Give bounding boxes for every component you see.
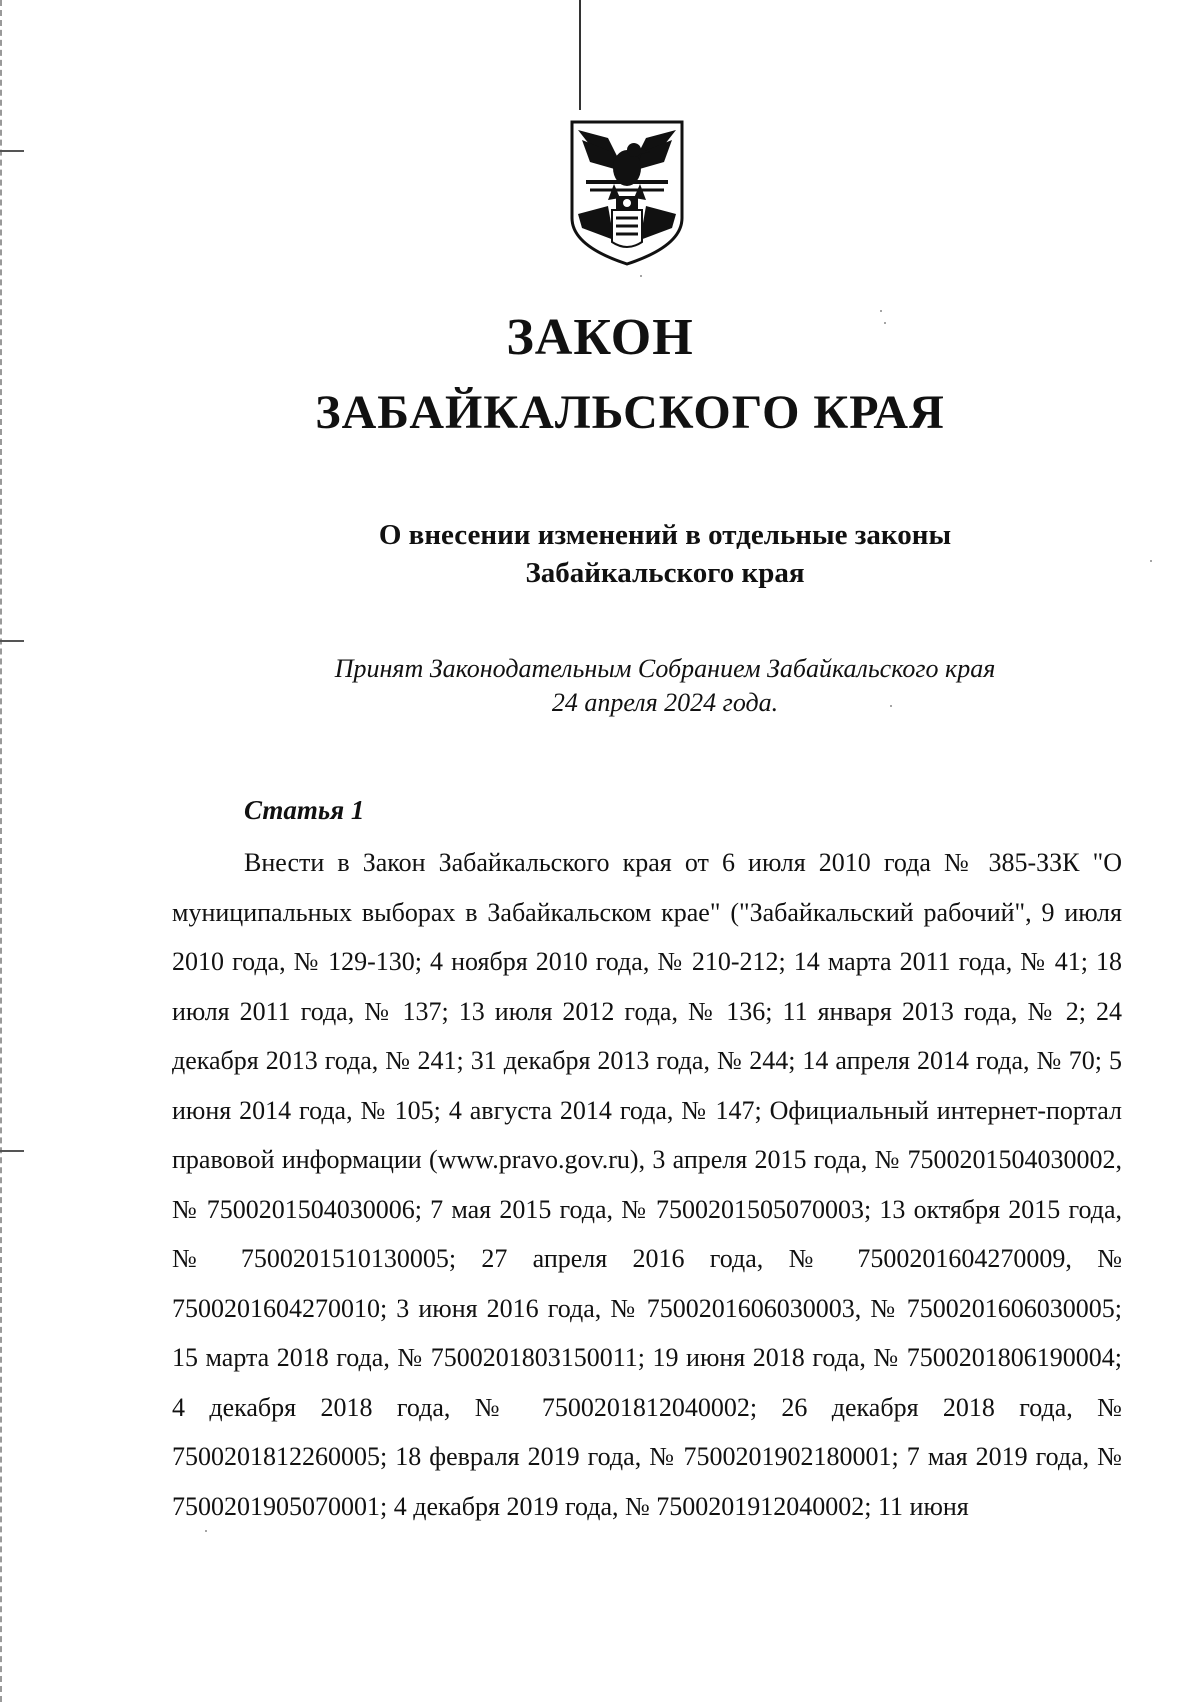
adoption-note-line: Принят Законодательным Собранием Забайкальского края [334,654,996,683]
adoption-note [0,652,1200,720]
article-heading: Статья 1 [244,795,365,825]
adoption-date: 24 апреля 2024 года. [551,688,779,717]
scan-speck [880,310,882,312]
scan-tick [0,640,24,642]
article-body-text: Внести в Закон Забайкальского края от 6 июля 2010 года № 385-ЗЗК "О муниципальных выборах в Забайкальском крае" ("Забайкальский рабочий", 9 июля 2010 года, № 129-130; 4 ноября 2010 года, № 210-212; 14 марта 2011 года, № 41; 18 июля 2011 года, № 137; 13 июля 2012 года, № 136; 11 января 2013 года, № 2; 24 декабря 2013 года, № 241; 31 декабря 2013 года, № 244; 14 апреля 2014 года, № 70; 5 июня 2014 года, № 105; 4 августа 2014 года, № 147; Официальный интернет-портал правовой информации (www.pravo.gov.ru), 3 апреля 2015 года, № 7500201504030002, № 7500201504030006; 7 мая 2015 года, № 7500201505070003; 13 октября 2015 года, № 7500201510130005; 27 апреля 2016 года, № 7500201604270009, № 7500201604270010; 3 июня 2016 года, № 7500201606030003, № 7500201606030005; 15 марта 2018 года, № 7500201803150011; 19 июня 2018 года, № 7500201806190004; 4 декабря 2018 года, № 7500201812040002; 26 декабря 2018 года, № 7500201812260005; 18 февраля 2019 года, № 7500201902180001; 7 мая 2019 года, № 7500201905070001; 4 декабря 2019 года, № 7500201912040002; 11 июня [172,848,1122,1521]
scan-speck [884,322,886,324]
scan-edge-artifact [0,0,6,1702]
law-subject [0,516,1200,592]
fold-line [579,0,581,110]
document-region-title: ЗАБАЙКАЛЬСКОГО КРАЯ [315,386,945,439]
document-title: ЗАКОН [506,309,694,366]
scan-speck [1150,560,1152,562]
scan-tick [0,1150,24,1152]
scan-tick [0,150,24,152]
law-subject-line: Забайкальского края [525,557,805,589]
scan-speck [640,275,642,277]
law-subject-line: О внесении изменений в отдельные законы [378,519,952,551]
scan-speck [890,705,892,707]
scan-speck [205,1530,207,1532]
coat-of-arms-icon [568,118,686,266]
